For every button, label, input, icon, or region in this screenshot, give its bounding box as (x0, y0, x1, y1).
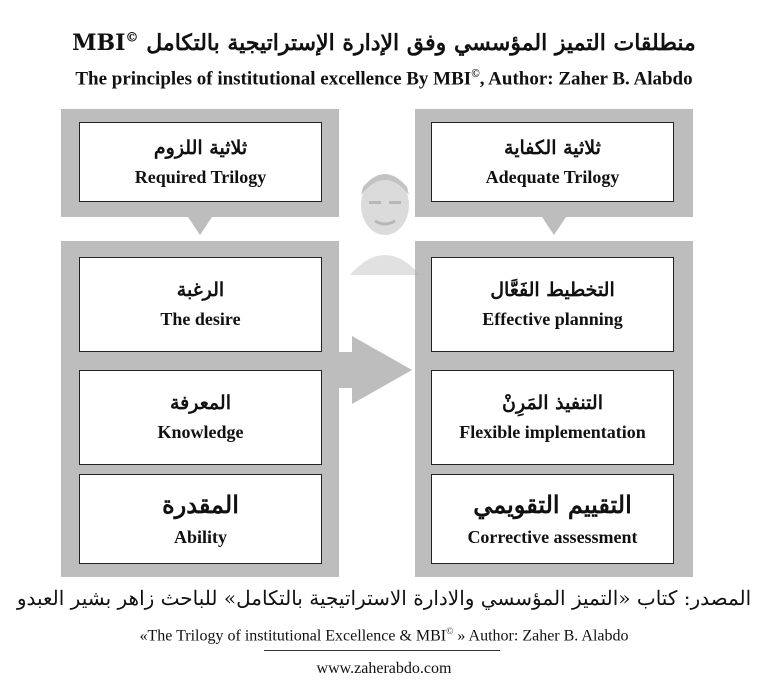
divider (264, 650, 500, 651)
box-required-trilogy (79, 122, 322, 202)
title-arabic: منطلقات التميز المؤسسي وفق الإدارة الإستراتيجية بالتكامل MBI© (72, 30, 696, 56)
label-ar: المعرفة (170, 392, 231, 414)
label-ar: ثلاثية اللزوم (153, 136, 248, 159)
title-english: The principles of institutional excellence By MBI©, Author: Zaher B. Alabdo (75, 68, 693, 90)
box-corrective-assessment (431, 474, 674, 564)
source-arabic: المصدر: كتاب «التميز المؤسسي والادارة الاستراتيجية بالتكامل» للباحث زاهر بشير العبدو (16, 586, 752, 610)
label-en: Effective planning (482, 309, 623, 329)
label-ar: ثلاثية الكفاية (504, 136, 601, 159)
label-ar: التخطيط الفَعَّال (490, 279, 615, 301)
label-en: Flexible implementation (459, 422, 646, 442)
arrow-right-icon (352, 336, 412, 404)
box-desire (79, 257, 322, 352)
arrow-right-shaft (332, 352, 352, 388)
left-down-arrow-icon (188, 217, 212, 235)
label-en: Adequate Trilogy (485, 166, 620, 187)
label-en: Ability (173, 527, 227, 547)
box-knowledge (79, 370, 322, 465)
portrait-watermark-icon (345, 165, 425, 275)
label-en: Required Trilogy (134, 166, 267, 187)
box-ability (79, 474, 322, 564)
right-down-arrow-icon (542, 217, 566, 235)
box-effective-planning (431, 257, 674, 352)
box-adequate-trilogy (431, 122, 674, 202)
label-ar: الرغبة (176, 279, 225, 301)
source-english: «The Trilogy of institutional Excellence & MBI© » Author: Zaher B. Alabdo (139, 626, 629, 645)
label-en: Corrective assessment (467, 527, 638, 547)
box-flexible-implementation (431, 370, 674, 465)
website-link[interactable]: www.zaherabdo.com (316, 660, 452, 677)
label-ar: التقييم التقويمي (473, 490, 632, 519)
label-en: Knowledge (157, 422, 244, 442)
label-ar: المقدرة (162, 490, 239, 519)
label-en: The desire (160, 309, 241, 329)
label-ar: التنفيذ المَرِنْ (502, 392, 603, 414)
